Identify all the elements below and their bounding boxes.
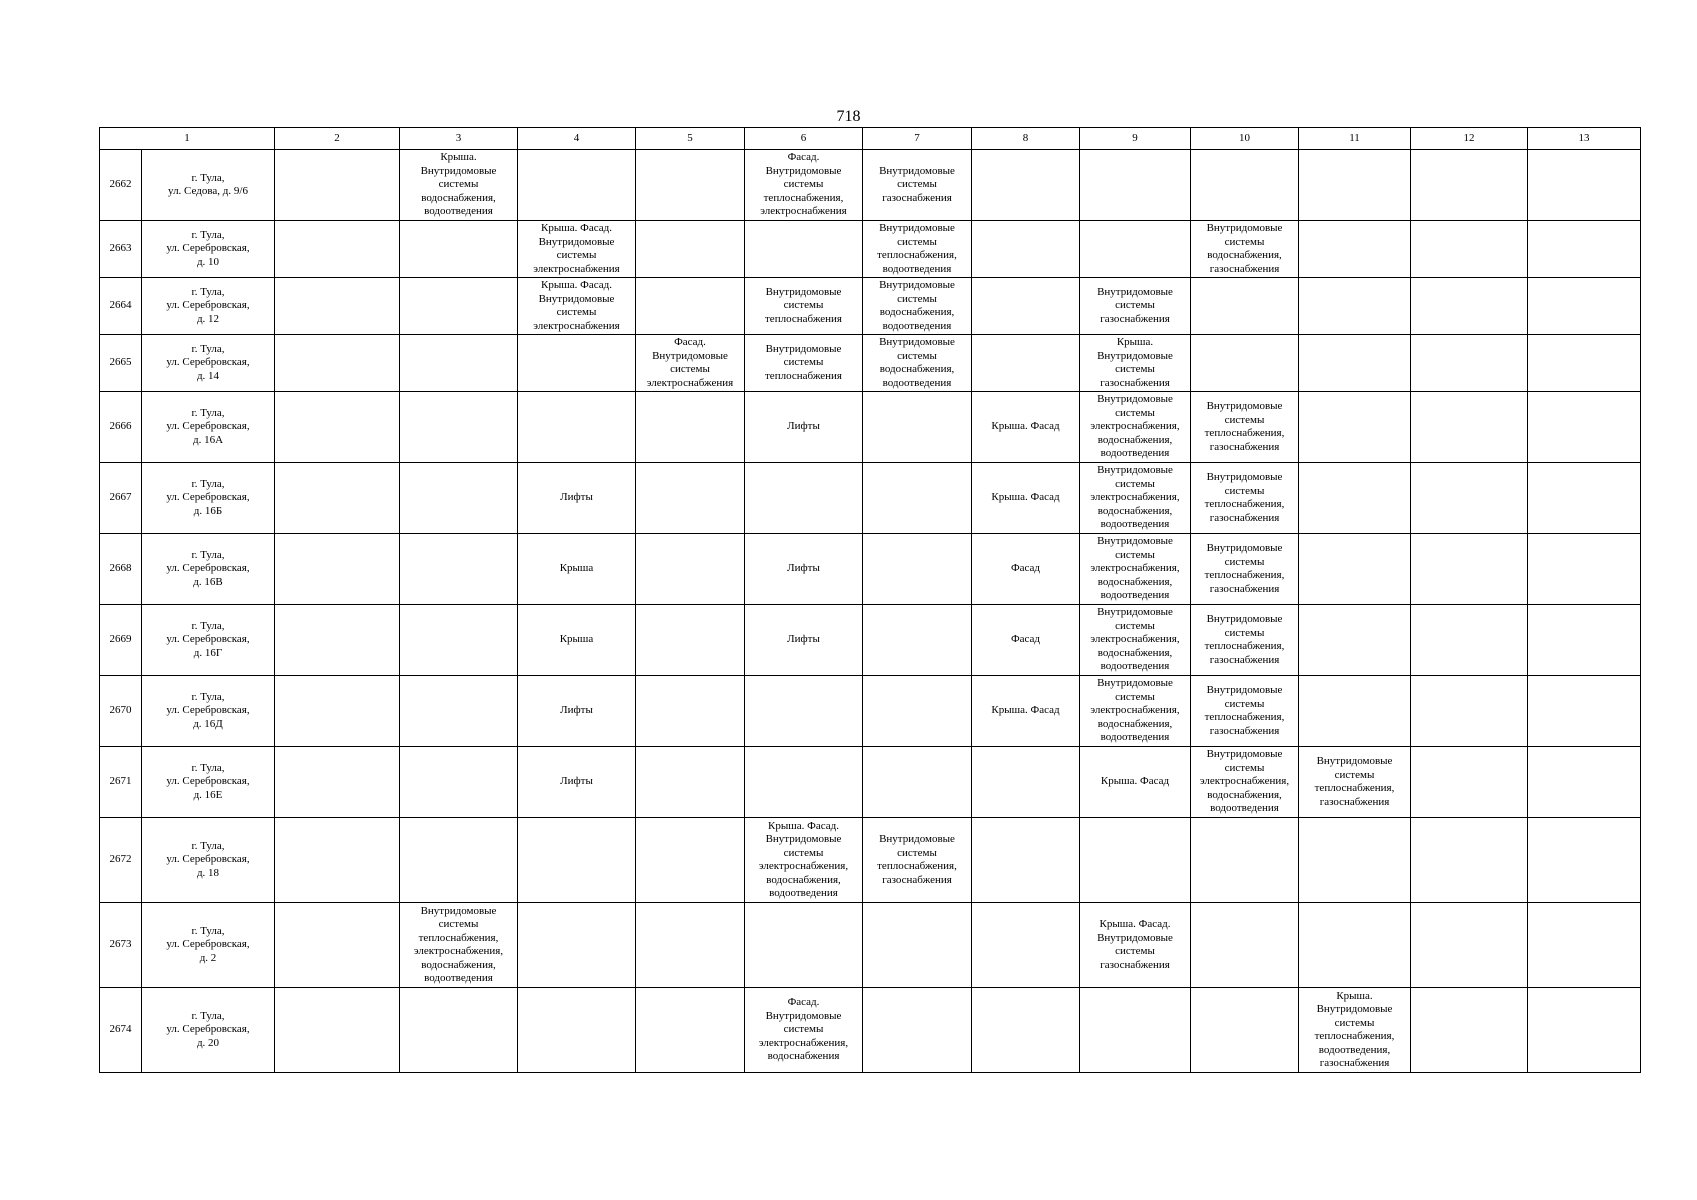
work-cell: Внутридомовые системы теплоснабжения, газоснабжения: [1191, 463, 1299, 534]
work-cell: Лифты: [518, 463, 636, 534]
work-cell: [1528, 392, 1641, 463]
work-cell: Крыша: [518, 534, 636, 605]
work-cell: Внутридомовые системы теплоснабжения, водоотведения: [863, 221, 972, 278]
work-cell: [1411, 335, 1528, 392]
work-cell: [636, 676, 745, 747]
work-cell: [275, 335, 400, 392]
work-cell: Крыша. Фасад: [972, 463, 1080, 534]
work-cell: Внутридомовые системы теплоснабжения: [745, 335, 863, 392]
column-header: 9: [1080, 128, 1191, 150]
work-cell: [1299, 150, 1411, 221]
row-number-cell: 2665: [100, 335, 142, 392]
work-cell: [400, 335, 518, 392]
address-cell: г. Тула, ул. Седова, д. 9/6: [142, 150, 275, 221]
work-cell: [1528, 676, 1641, 747]
work-cell: [1080, 818, 1191, 903]
work-cell: [636, 818, 745, 903]
work-cell: [863, 463, 972, 534]
row-number-cell: 2673: [100, 903, 142, 988]
work-cell: [400, 392, 518, 463]
table-row: [100, 818, 1641, 903]
address-cell: г. Тула, ул. Серебровская, д. 18: [142, 818, 275, 903]
row-number-cell: 2670: [100, 676, 142, 747]
work-cell: [400, 676, 518, 747]
table-body: [100, 128, 1641, 1073]
column-header: 6: [745, 128, 863, 150]
work-cell: [1299, 903, 1411, 988]
work-cell: [1411, 818, 1528, 903]
work-cell: [400, 463, 518, 534]
work-cell: Внутридомовые системы электроснабжения, водоснабжения, водоотведения: [1080, 534, 1191, 605]
work-cell: [1411, 747, 1528, 818]
work-cell: Лифты: [745, 534, 863, 605]
address-cell: г. Тула, ул. Серебровская, д. 16А: [142, 392, 275, 463]
row-number-cell: 2669: [100, 605, 142, 676]
work-cell: [1528, 463, 1641, 534]
row-number-cell: 2663: [100, 221, 142, 278]
work-cell: [745, 676, 863, 747]
work-cell: Внутридомовые системы электроснабжения, водоснабжения, водоотведения: [1080, 392, 1191, 463]
work-cell: [972, 903, 1080, 988]
work-cell: [400, 747, 518, 818]
work-cell: [1191, 150, 1299, 221]
work-cell: [518, 392, 636, 463]
work-cell: Внутридомовые системы электроснабжения, водоснабжения, водоотведения: [1080, 605, 1191, 676]
repair-schedule-table: [99, 127, 1641, 1073]
work-cell: Крыша. Внутридомовые системы водоснабжения, водоотведения: [400, 150, 518, 221]
work-cell: [1299, 335, 1411, 392]
work-cell: [863, 903, 972, 988]
work-cell: [1299, 221, 1411, 278]
row-number-cell: 2668: [100, 534, 142, 605]
work-cell: Крыша. Фасад. Внутридомовые системы газоснабжения: [1080, 903, 1191, 988]
page-number: 718: [836, 108, 861, 125]
work-cell: Внутридомовые системы теплоснабжения, электроснабжения, водоснабжения, водоотведения: [400, 903, 518, 988]
work-cell: [400, 278, 518, 335]
work-cell: [275, 534, 400, 605]
work-cell: [275, 747, 400, 818]
work-cell: [972, 747, 1080, 818]
column-header: 1: [100, 128, 275, 150]
work-cell: Внутридомовые системы электроснабжения, водоснабжения, водоотведения: [1191, 747, 1299, 818]
column-header-row: [100, 128, 1641, 150]
work-cell: [275, 221, 400, 278]
column-header: 3: [400, 128, 518, 150]
row-number-cell: 2666: [100, 392, 142, 463]
address-cell: г. Тула, ул. Серебровская, д. 16Д: [142, 676, 275, 747]
row-number-cell: 2671: [100, 747, 142, 818]
work-cell: [1191, 988, 1299, 1073]
work-cell: [1080, 150, 1191, 221]
work-cell: [972, 221, 1080, 278]
work-cell: [1528, 747, 1641, 818]
work-cell: [275, 278, 400, 335]
work-cell: [636, 605, 745, 676]
work-cell: [972, 988, 1080, 1073]
work-cell: [972, 278, 1080, 335]
work-cell: [518, 988, 636, 1073]
work-cell: [1411, 463, 1528, 534]
work-cell: Внутридомовые системы водоснабжения, водоотведения: [863, 335, 972, 392]
work-cell: Фасад: [972, 534, 1080, 605]
work-cell: Внутридомовые системы теплоснабжения, газоснабжения: [1191, 605, 1299, 676]
work-cell: [518, 818, 636, 903]
work-cell: Внутридомовые системы электроснабжения, водоснабжения, водоотведения: [1080, 676, 1191, 747]
work-cell: Лифты: [518, 676, 636, 747]
work-cell: Фасад. Внутридомовые системы электроснабжения: [636, 335, 745, 392]
work-cell: Крыша. Фасад. Внутридомовые системы электроснабжения: [518, 278, 636, 335]
work-cell: [400, 534, 518, 605]
address-cell: г. Тула, ул. Серебровская, д. 16Г: [142, 605, 275, 676]
work-cell: [863, 676, 972, 747]
work-cell: [1191, 278, 1299, 335]
address-cell: г. Тула, ул. Серебровская, д. 20: [142, 988, 275, 1073]
work-cell: [636, 463, 745, 534]
table-row: [100, 392, 1641, 463]
work-cell: Крыша. Фасад: [1080, 747, 1191, 818]
work-cell: [1528, 534, 1641, 605]
work-cell: [518, 335, 636, 392]
work-cell: Крыша. Внутридомовые системы газоснабжения: [1080, 335, 1191, 392]
work-cell: [745, 221, 863, 278]
column-header: 5: [636, 128, 745, 150]
work-cell: Внутридомовые системы водоснабжения, водоотведения: [863, 278, 972, 335]
table-row: [100, 221, 1641, 278]
address-cell: г. Тула, ул. Серебровская, д. 12: [142, 278, 275, 335]
work-cell: Лифты: [745, 605, 863, 676]
address-cell: г. Тула, ул. Серебровская, д. 10: [142, 221, 275, 278]
work-cell: [275, 988, 400, 1073]
work-cell: [636, 221, 745, 278]
work-cell: [400, 988, 518, 1073]
table-row: [100, 747, 1641, 818]
work-cell: Фасад: [972, 605, 1080, 676]
work-cell: [1191, 903, 1299, 988]
column-header: 13: [1528, 128, 1641, 150]
work-cell: [1528, 818, 1641, 903]
work-cell: Внутридомовые системы водоснабжения, газоснабжения: [1191, 221, 1299, 278]
column-header: 12: [1411, 128, 1528, 150]
work-cell: [400, 605, 518, 676]
row-number-cell: 2662: [100, 150, 142, 221]
work-cell: [1528, 605, 1641, 676]
work-cell: Лифты: [518, 747, 636, 818]
table-row: [100, 988, 1641, 1073]
column-header: 10: [1191, 128, 1299, 150]
table-row: [100, 534, 1641, 605]
row-number-cell: 2674: [100, 988, 142, 1073]
column-header: 8: [972, 128, 1080, 150]
address-cell: г. Тула, ул. Серебровская, д. 16В: [142, 534, 275, 605]
work-cell: Лифты: [745, 392, 863, 463]
work-cell: Крыша. Фасад: [972, 676, 1080, 747]
work-cell: [1528, 278, 1641, 335]
work-cell: [972, 818, 1080, 903]
address-cell: г. Тула, ул. Серебровская, д. 14: [142, 335, 275, 392]
work-cell: [863, 392, 972, 463]
work-cell: Крыша. Внутридомовые системы теплоснабжения, водоотведения, газоснабжения: [1299, 988, 1411, 1073]
work-cell: [1528, 988, 1641, 1073]
work-cell: [745, 903, 863, 988]
address-cell: г. Тула, ул. Серебровская, д. 2: [142, 903, 275, 988]
work-cell: [745, 747, 863, 818]
work-cell: [1411, 221, 1528, 278]
work-cell: [863, 747, 972, 818]
table-row: [100, 150, 1641, 221]
work-cell: [275, 463, 400, 534]
work-cell: [636, 747, 745, 818]
column-header: 2: [275, 128, 400, 150]
work-cell: [1528, 335, 1641, 392]
work-cell: [1528, 903, 1641, 988]
work-cell: [1411, 150, 1528, 221]
work-cell: [1411, 676, 1528, 747]
work-cell: [636, 392, 745, 463]
address-cell: г. Тула, ул. Серебровская, д. 16Б: [142, 463, 275, 534]
work-cell: [636, 903, 745, 988]
work-cell: Внутридомовые системы теплоснабжения, газоснабжения: [1299, 747, 1411, 818]
work-cell: [1411, 988, 1528, 1073]
work-cell: [1080, 221, 1191, 278]
work-cell: [1411, 392, 1528, 463]
work-cell: [275, 903, 400, 988]
address-cell: г. Тула, ул. Серебровская, д. 16Е: [142, 747, 275, 818]
work-cell: [745, 463, 863, 534]
work-cell: Крыша. Фасад: [972, 392, 1080, 463]
work-cell: [400, 818, 518, 903]
work-cell: [1299, 463, 1411, 534]
work-cell: Внутридомовые системы газоснабжения: [1080, 278, 1191, 335]
work-cell: [863, 988, 972, 1073]
work-cell: [636, 988, 745, 1073]
row-number-cell: 2672: [100, 818, 142, 903]
work-cell: [518, 150, 636, 221]
work-cell: Внутридомовые системы теплоснабжения: [745, 278, 863, 335]
work-cell: [400, 221, 518, 278]
table-row: [100, 278, 1641, 335]
work-cell: [636, 278, 745, 335]
work-cell: [1411, 534, 1528, 605]
table-row: [100, 605, 1641, 676]
work-cell: [275, 818, 400, 903]
work-cell: [1299, 278, 1411, 335]
table-row: [100, 903, 1641, 988]
work-cell: Внутридомовые системы теплоснабжения, газоснабжения: [1191, 392, 1299, 463]
work-cell: [1299, 605, 1411, 676]
work-cell: [1411, 278, 1528, 335]
work-cell: Внутридомовые системы теплоснабжения, газоснабжения: [1191, 676, 1299, 747]
column-header: 4: [518, 128, 636, 150]
work-cell: [636, 534, 745, 605]
work-cell: [863, 605, 972, 676]
work-cell: [1411, 903, 1528, 988]
work-cell: Фасад. Внутридомовые системы электроснабжения, водоснабжения: [745, 988, 863, 1073]
row-number-cell: 2664: [100, 278, 142, 335]
work-cell: [275, 605, 400, 676]
table-row: [100, 463, 1641, 534]
column-header: 7: [863, 128, 972, 150]
work-cell: [863, 534, 972, 605]
work-cell: [972, 335, 1080, 392]
work-cell: [1411, 605, 1528, 676]
work-cell: [275, 150, 400, 221]
work-cell: Внутридомовые системы электроснабжения, водоснабжения, водоотведения: [1080, 463, 1191, 534]
work-cell: [1528, 221, 1641, 278]
work-cell: [1080, 988, 1191, 1073]
row-number-cell: 2667: [100, 463, 142, 534]
work-cell: Внутридомовые системы газоснабжения: [863, 150, 972, 221]
work-cell: [1299, 676, 1411, 747]
work-cell: [275, 392, 400, 463]
work-cell: Крыша. Фасад. Внутридомовые системы электроснабжения: [518, 221, 636, 278]
work-cell: Крыша: [518, 605, 636, 676]
work-cell: Крыша. Фасад. Внутридомовые системы электроснабжения, водоснабжения, водоотведения: [745, 818, 863, 903]
work-cell: [1299, 534, 1411, 605]
work-cell: Внутридомовые системы теплоснабжения, газоснабжения: [863, 818, 972, 903]
work-cell: Фасад. Внутридомовые системы теплоснабжения, электроснабжения: [745, 150, 863, 221]
work-cell: [1299, 392, 1411, 463]
work-cell: Внутридомовые системы теплоснабжения, газоснабжения: [1191, 534, 1299, 605]
work-cell: [275, 676, 400, 747]
work-cell: [1191, 818, 1299, 903]
work-cell: [972, 150, 1080, 221]
work-cell: [518, 903, 636, 988]
table-row: [100, 676, 1641, 747]
work-cell: [1191, 335, 1299, 392]
work-cell: [636, 150, 745, 221]
table-row: [100, 335, 1641, 392]
work-cell: [1299, 818, 1411, 903]
work-cell: [1528, 150, 1641, 221]
column-header: 11: [1299, 128, 1411, 150]
